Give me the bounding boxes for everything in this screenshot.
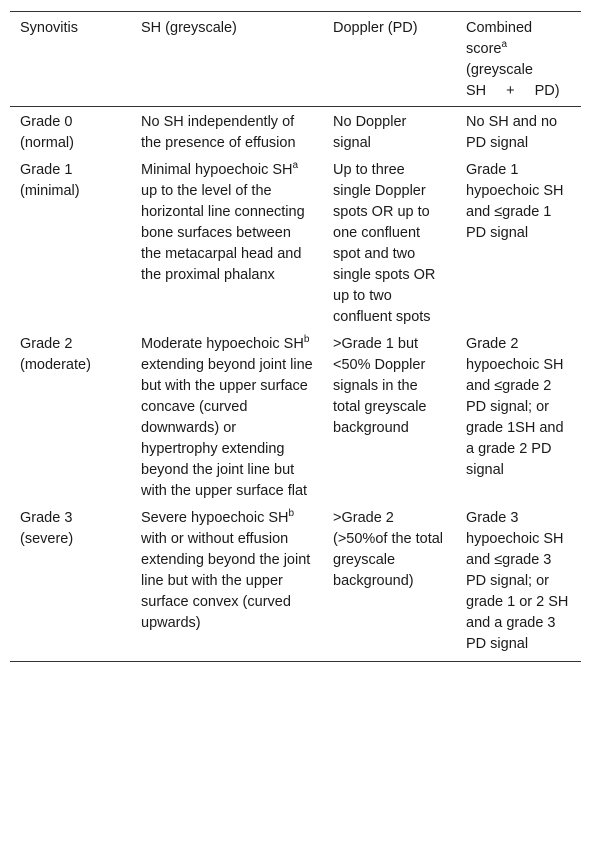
cell-grade: Grade 1 (minimal) xyxy=(20,162,80,199)
synovitis-grading-table xyxy=(10,11,581,662)
cell-combined: Grade 2 hypoechoic SH and ≤grade 2 PD signal; or grade 1SH and a grade 2 PD signal xyxy=(466,336,564,478)
table-header xyxy=(10,12,581,107)
table-row xyxy=(10,156,581,330)
table-body xyxy=(10,107,581,662)
table-row xyxy=(10,107,581,157)
cell-sh xyxy=(131,156,323,330)
cell-sh-pre: Severe hypoechoic SH xyxy=(141,510,289,526)
cell-sh xyxy=(131,330,323,504)
header-combined-pd: PD) xyxy=(534,83,560,99)
cell-sh-pre: Minimal hypoechoic SH xyxy=(141,162,293,178)
cell-doppler: No Doppler signal xyxy=(333,114,407,151)
cell-sh-pre: Moderate hypoechoic SH xyxy=(141,336,304,352)
header-combined-score xyxy=(456,12,581,107)
cell-sh-post: extending beyond joint line but with the upper surface concave (curved downwards) or hypertrophy extending beyond the joint line but with the upper surface flat xyxy=(141,357,313,499)
header-doppler: Doppler (PD) xyxy=(333,20,418,36)
cell-grade: Grade 0 (normal) xyxy=(20,114,74,151)
header-combined-footnote: a xyxy=(501,39,508,51)
header-combined-paren: (greyscale xyxy=(466,62,533,78)
header-row xyxy=(10,12,581,107)
header-sh-greyscale: SH (greyscale) xyxy=(141,20,237,36)
cell-grade: Grade 2 (moderate) xyxy=(20,336,91,373)
cell-sh-footnote: b xyxy=(303,334,310,346)
cell-doppler: >Grade 2 (>50%of the total greyscale background) xyxy=(333,510,444,589)
table-row xyxy=(10,330,581,504)
cell-sh-post: up to the level of the horizontal line connecting bone surfaces between the metacarpal head and the proximal phalanx xyxy=(141,183,305,283)
header-combined-main: Combined score xyxy=(466,20,533,57)
cell-doppler: >Grade 1 but <50% Doppler signals in the total greyscale background xyxy=(333,336,427,436)
cell-sh xyxy=(131,504,323,662)
cell-combined: Grade 3 hypoechoic SH and ≤grade 3 PD signal; or grade 1 or 2 SH and a grade 3 PD signal xyxy=(466,510,569,652)
table-row xyxy=(10,504,581,662)
cell-combined: No SH and no PD signal xyxy=(466,114,558,151)
cell-doppler: Up to three single Doppler spots OR up to one confluent spot and two single spots OR up to two confluent spots xyxy=(333,162,436,325)
header-combined-sh: SH xyxy=(466,83,487,99)
cell-sh-footnote: b xyxy=(288,508,295,520)
cell-sh-footnote: a xyxy=(292,160,299,172)
header-synovitis: Synovitis xyxy=(20,20,79,36)
cell-combined: Grade 1 hypoechoic SH and ≤grade 1 PD signal xyxy=(466,162,564,241)
cell-sh: No SH independently of the presence of effusion xyxy=(141,114,296,151)
synovitis-grading-table-container xyxy=(10,11,581,662)
cell-grade: Grade 3 (severe) xyxy=(20,510,74,547)
cell-sh-post: with or without effusion extending beyond the joint line but with the upper surface convex (curved upwards) xyxy=(141,531,311,631)
header-combined-plus: + xyxy=(506,83,515,99)
